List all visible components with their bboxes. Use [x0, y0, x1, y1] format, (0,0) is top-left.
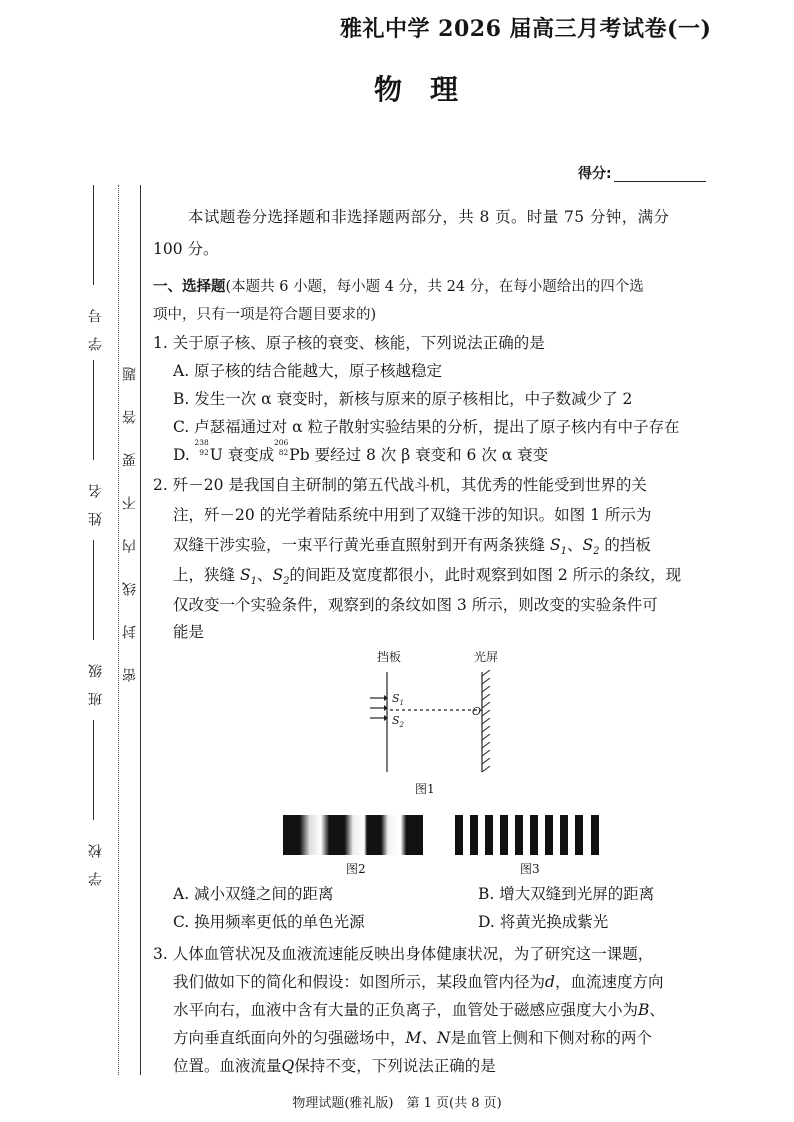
name-label: 姓名	[88, 470, 104, 526]
fig1-caption: 图1	[415, 782, 435, 796]
fig1-s1-label: $S_1$	[392, 692, 405, 707]
section-title: 一、选择题	[153, 279, 226, 295]
nuclide-pb: 206 82	[273, 438, 289, 457]
q2-option-a[interactable]: A. 减小双缝之间的距离	[173, 885, 334, 903]
fig3-caption: 图3	[520, 862, 540, 876]
q2-option-c[interactable]: C. 换用频率更低的单色光源	[173, 913, 365, 931]
seal-char: 封	[122, 625, 138, 639]
q2-option-d[interactable]: D. 将黄光换成紫光	[478, 913, 609, 931]
student-id-label: 学号	[88, 295, 104, 351]
slit-s1: $S_1$	[549, 536, 567, 558]
q1-option-b[interactable]: B. 发生一次 α 衰变时，新核与原来的原子核相比，中子数减少了 2	[173, 390, 633, 408]
class-blank[interactable]	[93, 540, 94, 640]
fig2-fringe-pattern	[283, 815, 423, 855]
school-label: 学校	[88, 830, 104, 886]
seal-char: 要	[122, 453, 138, 467]
q1-option-c[interactable]: C. 卢瑟福通过对 α 粒子散射实验结果的分析，提出了原子核内有中子存在	[173, 418, 680, 436]
score-blank[interactable]	[614, 181, 706, 182]
q2-line: 仅改变一个实验条件，观察到的条纹如图 3 所示，则改变的实验条件可	[173, 596, 658, 614]
option-text: 衰变成	[227, 446, 275, 464]
seal-char: 不	[122, 496, 138, 510]
student-id-blank[interactable]	[93, 185, 94, 285]
subject-title: 物理	[373, 73, 486, 106]
score-label: 得分:	[578, 166, 612, 182]
seal-char: 内	[122, 539, 138, 553]
section-note: (本题共 6 小题，每小题 4 分，共 24 分，在每小题给出的四个选	[225, 279, 644, 295]
binding-solid-line	[140, 185, 141, 1075]
nuclide-u: 238 92	[194, 438, 209, 457]
school-blank[interactable]	[93, 720, 94, 820]
q2-line: 注，歼－20 的光学着陆系统中用到了双缝干涉的知识。如图 1 所示为	[173, 506, 652, 524]
name-blank[interactable]	[93, 360, 94, 460]
q3-line: 3. 人体血管状况及血液流速能反映出身体健康状况，为了研究这一课题，	[153, 945, 654, 963]
fig1-s2-label: $S_2$	[392, 714, 405, 729]
fig2-caption: 图2	[346, 862, 366, 876]
binding-dotted-line	[118, 185, 119, 1075]
seal-char: 答	[122, 410, 138, 424]
fig1-o-label: O	[472, 705, 482, 718]
q2-line: 双缝干涉实验，一束平行黄光垂直照射到开有两条狭缝 $S_1$、$S_2$ 的挡板	[173, 536, 651, 558]
q2-option-b[interactable]: B. 增大双缝到光屏的距离	[478, 885, 655, 903]
seal-char: 线	[122, 582, 138, 596]
q2-line: 上，狭缝 $S_1$、$S_2$的间距及宽度都很小，此时观察到如图 2 所示的条纹，现	[173, 566, 682, 588]
pb-symbol: Pb	[289, 446, 310, 464]
seal-char: 密	[122, 668, 138, 682]
seal-char: 题	[122, 367, 138, 381]
class-label: 班级	[88, 650, 104, 706]
q1-option-a[interactable]: A. 原子核的结合能越大，原子核越稳定	[173, 362, 443, 380]
option-text: 要经过 8 次 β 衰变和 6 次 α 衰变	[314, 446, 549, 464]
q2-line: 2. 歼－20 是我国自主研制的第五代战斗机，其优秀的性能受到世界的关	[153, 476, 647, 494]
q3-line: 位置。血液流量Q保持不变，下列说法正确的是	[173, 1057, 496, 1075]
q1-stem: 1. 关于原子核、原子核的衰变、核能，下列说法正确的是	[153, 334, 545, 352]
section-note-line: 项中，只有一项是符合题目要求的)	[153, 307, 377, 323]
intro-line: 本试题卷分选择题和非选择题两部分，共 8 页。时量 75 分钟，满分	[188, 208, 670, 226]
option-letter: D.	[173, 446, 190, 464]
slit-s2: $S_2$	[582, 536, 600, 558]
intro-line: 100 分。	[153, 240, 219, 258]
exam-title: 雅礼中学 2026 届高三月考试卷(一)	[340, 16, 712, 42]
q2-line: 能是	[173, 623, 205, 641]
q3-line: 我们做如下的简化和假设：如图所示，某段血管内径为d，血流速度方向	[173, 973, 664, 991]
u-symbol: U	[209, 446, 223, 464]
fig1-screen-label: 光屏	[474, 650, 499, 664]
page-footer: 物理试题(雅礼版) 第 1 页(共 8 页)	[292, 1096, 502, 1111]
section-heading	[153, 273, 644, 302]
fig1-baffle-label: 挡板	[377, 650, 402, 664]
q3-line: 水平向右，血液中含有大量的正负离子，血管处于磁感应强度大小为B、	[173, 1001, 665, 1019]
q1-option-d[interactable]	[173, 438, 549, 470]
fig3-fringe-pattern	[455, 815, 600, 855]
fig1-double-slit-diagram	[360, 660, 510, 780]
q3-line: 方向垂直纸面向外的匀强磁场中，M、N是血管上侧和下侧对称的两个	[173, 1029, 652, 1047]
